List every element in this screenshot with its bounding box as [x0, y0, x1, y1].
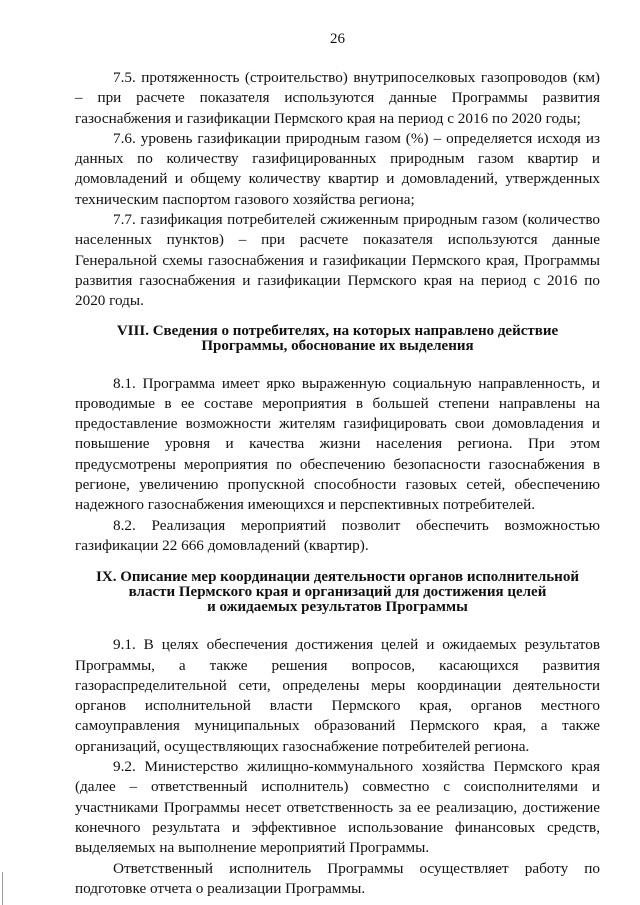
section-9-heading-line-1: IX. Описание мер координации деятельности органов исполнительной [96, 569, 579, 586]
section-8-heading [75, 324, 600, 354]
paragraph-responsible-executor: Ответственный исполнитель Программы осуществляет работу по подготовке отчета о реализации Программы. [75, 859, 600, 897]
paragraph-8-2: 8.2. Реализация мероприятий позволит обеспечить возможностью газификации 22 666 домовладений (квартир). [75, 516, 600, 554]
paragraph-9-2: 9.2. Министерство жилищно-коммунального хозяйства Пермского края (далее – ответственный исполнитель) совместно с соисполнителями и участниками Программы несет ответственность за ее реализацию, достижение конечного результата и эффективное использование финансовых средств, выделяемых на выполнение мероприятий Программы. [75, 758, 600, 857]
page-number: 26 [330, 31, 345, 47]
paragraph-7-7: 7.7. газификация потребителей сжиженным природным газом (количество населенных пунктов) – при расчете показателя используются данные Генеральной схемы газоснабжения и газификации Пермского края, Программы развития газоснабжения и газификации Пермского края на период с 2016 по 2020 годы. [75, 211, 600, 310]
section-9-heading-line-3: и ожидаемых результатов Программы [207, 599, 468, 616]
paragraph-7-6: 7.6. уровень газификации природным газом (%) – определяется исходя из данных по количеству газифицированных природным газом квартир и домовладений и общему количеству квартир и домовладений, утвержденных техническим паспортом газового хозяйства региона; [75, 129, 600, 208]
section-9-heading [75, 570, 600, 615]
paragraph-9-1: 9.1. В целях обеспечения достижения целей и ожидаемых результатов Программы, а также решения вопросов, касающихся развития газораспределительной сети, определены меры координации деятельности органов исполнительной власти Пермского края, органов местного самоуправления муниципальных образований Пермского края, а также организаций, осуществляющих газоснабжение потребителей региона. [75, 636, 600, 755]
scan-edge-mark [2, 872, 3, 905]
paragraph-7-5: 7.5. протяженность (строительство) внутрипоселковых газопроводов (км) – при расчете показателя используются данные Программы развития газоснабжения и газификации Пермского края на период с 2016 по 2020 годы; [75, 69, 600, 127]
section-9-heading-line-2: власти Пермского края и организаций для достижения целей [128, 584, 547, 601]
section-8-heading-line-2: Программы, обоснование их выделения [201, 337, 474, 354]
paragraph-8-1: 8.1. Программа имеет ярко выраженную социальную направленность, и проводимые в ее составе мероприятия в большей степени направлены на предоставление возможности жителям газифицировать свои домовладения и повышение уровня и качества жизни населения региона. При этом предусмотрены мероприятия по обеспечению безопасности газоснабжения в регионе, увеличению пропускной способности газовых сетей, обеспечению надежного газоснабжения имеющихся и перспективных потребителей. [75, 374, 600, 514]
section-8-heading-line-1: VIII. Сведения о потребителях, на которых направлено действие [116, 322, 559, 339]
